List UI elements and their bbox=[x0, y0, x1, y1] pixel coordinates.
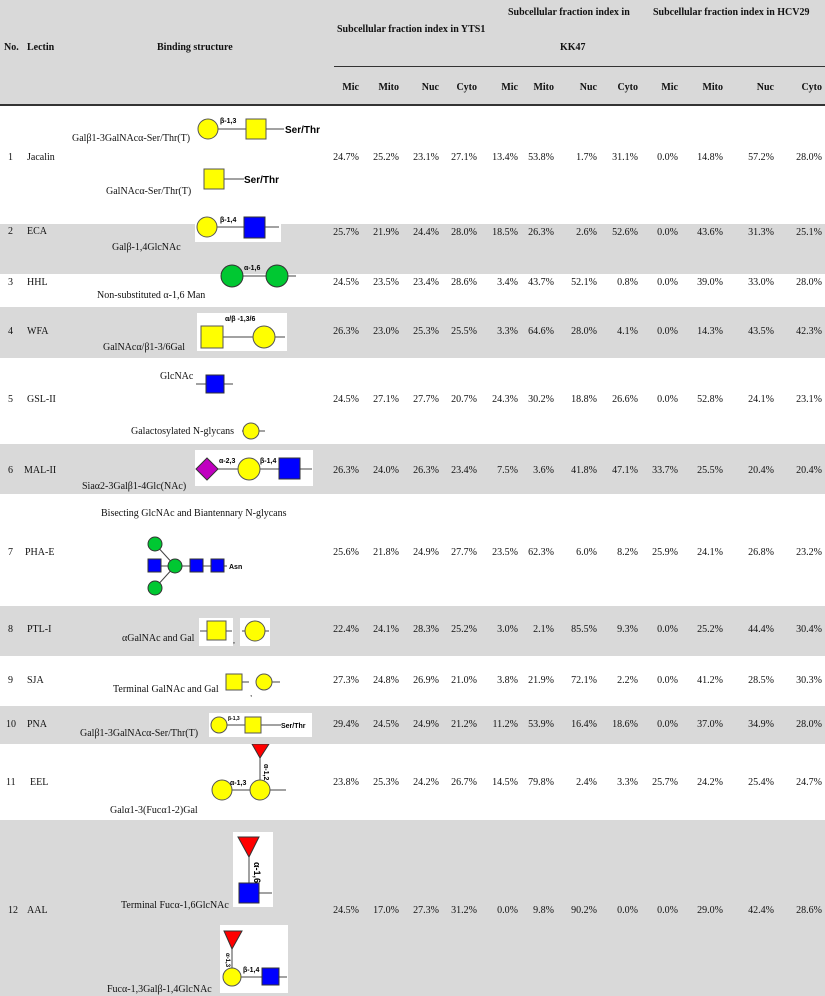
glycan-sia-a23-gal-b14-glcnac-icon bbox=[195, 450, 313, 486]
table-cell: 34.9% bbox=[748, 719, 774, 730]
table-cell: 24.3% bbox=[492, 394, 518, 405]
table-cell: 28.6% bbox=[451, 277, 477, 288]
svg-text:α-1,6: α-1,6 bbox=[244, 265, 261, 272]
svg-text:β-1,3: β-1,3 bbox=[228, 716, 240, 722]
row-1-lectin: Jacalin bbox=[27, 152, 55, 163]
row-4-lectin: WFA bbox=[27, 326, 49, 337]
table-cell: 24.9% bbox=[413, 719, 439, 730]
table-cell: 0.0% bbox=[657, 719, 678, 730]
table-cell: 21.9% bbox=[528, 675, 554, 686]
sub-column-header: Mic bbox=[661, 82, 678, 93]
row-1-no: 1 bbox=[8, 152, 13, 163]
table-cell: 21.8% bbox=[373, 547, 399, 558]
row-9-structure: Terminal GalNAc and Gal bbox=[113, 684, 219, 695]
table-cell: 18.5% bbox=[492, 227, 518, 238]
table-cell: 26.3% bbox=[333, 465, 359, 476]
table-cell: 25.2% bbox=[451, 624, 477, 635]
table-cell: 25.3% bbox=[413, 326, 439, 337]
table-cell: 27.7% bbox=[451, 547, 477, 558]
row-12-no: 12 bbox=[8, 905, 18, 916]
table-cell: 23.0% bbox=[373, 326, 399, 337]
row-bg-1 bbox=[0, 106, 825, 223]
sub-column-header: Nuc bbox=[421, 82, 439, 93]
col-header-lectin: Lectin bbox=[27, 42, 55, 53]
sub-column-header: Mito bbox=[533, 82, 554, 93]
svg-text:β-1,4: β-1,4 bbox=[243, 967, 260, 974]
table-cell: 28.0% bbox=[796, 719, 822, 730]
svg-text:Ser/Thr: Ser/Thr bbox=[244, 175, 280, 186]
table-cell: 14.8% bbox=[697, 152, 723, 163]
table-cell: 27.3% bbox=[333, 675, 359, 686]
sub-column-header: Mic bbox=[501, 82, 518, 93]
table-cell: 79.8% bbox=[528, 777, 554, 788]
table-cell: 0.0% bbox=[657, 277, 678, 288]
table-cell: 26.6% bbox=[612, 394, 638, 405]
row-11-structure: Galα1-3(Fucα1-2)Gal bbox=[110, 805, 198, 816]
row-7-structure: Bisecting GlcNAc and Biantennary N-glycans bbox=[101, 508, 287, 519]
table-cell: 52.1% bbox=[571, 277, 597, 288]
table-cell: 24.5% bbox=[333, 905, 359, 916]
glycan-glcnac-icon bbox=[195, 374, 235, 396]
table-cell: 24.7% bbox=[796, 777, 822, 788]
table-cell: 0.0% bbox=[657, 152, 678, 163]
table-cell: 9.3% bbox=[617, 624, 638, 635]
table-cell: 0.0% bbox=[657, 227, 678, 238]
svg-text:α-2,3: α-2,3 bbox=[219, 458, 236, 465]
table-cell: 27.3% bbox=[413, 905, 439, 916]
table-cell: 24.0% bbox=[373, 465, 399, 476]
row-6-no: 6 bbox=[8, 465, 13, 476]
sub-column-header: Mito bbox=[378, 82, 399, 93]
table-cell: 41.2% bbox=[697, 675, 723, 686]
table-cell: 44.4% bbox=[748, 624, 774, 635]
table-cell: 0.0% bbox=[497, 905, 518, 916]
row-8-structure: αGalNAc and Gal bbox=[122, 633, 195, 644]
table-cell: 25.4% bbox=[748, 777, 774, 788]
table-cell: 30.2% bbox=[528, 394, 554, 405]
table-cell: 26.3% bbox=[413, 465, 439, 476]
row-5-no: 5 bbox=[8, 394, 13, 405]
table-cell: 0.0% bbox=[657, 675, 678, 686]
row-5-structure-1: GlcNAc bbox=[160, 371, 194, 382]
table-cell: 24.2% bbox=[413, 777, 439, 788]
table-cell: 25.2% bbox=[697, 624, 723, 635]
table-cell: 21.9% bbox=[373, 227, 399, 238]
table-cell: 52.6% bbox=[612, 227, 638, 238]
row-10-lectin: PNA bbox=[27, 719, 48, 730]
svg-text:α/β -1,3/6: α/β -1,3/6 bbox=[225, 316, 256, 323]
sub-column-header: Cyto bbox=[617, 82, 638, 93]
table-cell: 33.0% bbox=[748, 277, 774, 288]
svg-text:α-1,6: α-1,6 bbox=[252, 862, 262, 884]
table-cell: 31.1% bbox=[612, 152, 638, 163]
table-cell: 23.5% bbox=[492, 547, 518, 558]
row-3-no: 3 bbox=[8, 277, 13, 288]
row-12-lectin: AAL bbox=[27, 905, 48, 916]
table-cell: 90.2% bbox=[571, 905, 597, 916]
table-cell: 31.2% bbox=[451, 905, 477, 916]
table-cell: 25.7% bbox=[333, 227, 359, 238]
table-cell: 25.5% bbox=[451, 326, 477, 337]
row-5-structure-2: Galactosylated N-glycans bbox=[131, 426, 235, 437]
row-8-lectin: PTL-I bbox=[27, 624, 52, 635]
table-cell: 27.1% bbox=[373, 394, 399, 405]
row-1-structure-1: Galβ1-3GalNAcα-Ser/Thr(T) bbox=[72, 133, 191, 144]
table-cell: 24.5% bbox=[373, 719, 399, 730]
table-cell: 8.2% bbox=[617, 547, 638, 558]
sub-column-header: Mito bbox=[702, 82, 723, 93]
row-1-structure-2: GalNAcα-Ser/Thr(T) bbox=[106, 186, 192, 197]
sub-column-header: Nuc bbox=[579, 82, 597, 93]
table-cell: 64.6% bbox=[528, 326, 554, 337]
table-cell: 3.6% bbox=[533, 465, 554, 476]
svg-text:α-1,3: α-1,3 bbox=[230, 780, 247, 787]
header-divider bbox=[334, 66, 825, 67]
col-header-binding: Binding structure bbox=[157, 42, 233, 53]
table-cell: 24.8% bbox=[373, 675, 399, 686]
row-12-structure-1: Terminal Fucα-1,6GlcNAc bbox=[121, 900, 229, 911]
table-cell: 28.0% bbox=[796, 152, 822, 163]
table-cell: 18.6% bbox=[612, 719, 638, 730]
table-cell: 31.3% bbox=[748, 227, 774, 238]
svg-text:Ser/Thr: Ser/Thr bbox=[281, 723, 306, 730]
table-cell: 21.0% bbox=[451, 675, 477, 686]
sub-column-header: Nuc bbox=[756, 82, 774, 93]
glycan-gal-icon bbox=[240, 618, 270, 646]
table-cell: 14.5% bbox=[492, 777, 518, 788]
svg-text:β-1,4: β-1,4 bbox=[220, 217, 237, 224]
svg-text:α-1,3: α-1,3 bbox=[224, 953, 230, 968]
row-8-no: 8 bbox=[8, 624, 13, 635]
table-cell: 24.9% bbox=[413, 547, 439, 558]
table-cell: 24.2% bbox=[697, 777, 723, 788]
table-cell: 26.7% bbox=[451, 777, 477, 788]
row-4-structure: GalNAcα/β1-3/6Gal bbox=[103, 342, 185, 353]
table-cell: 25.6% bbox=[333, 547, 359, 558]
group-header-kk47-line1: Subcellular fraction index in bbox=[508, 7, 630, 18]
table-cell: 0.8% bbox=[617, 277, 638, 288]
table-cell: 29.0% bbox=[697, 905, 723, 916]
glycan-bisecting-biantennary-n-glycan-icon bbox=[145, 534, 255, 598]
table-cell: 9.8% bbox=[533, 905, 554, 916]
table-cell: 22.4% bbox=[333, 624, 359, 635]
table-cell: 21.2% bbox=[451, 719, 477, 730]
table-cell: 43.7% bbox=[528, 277, 554, 288]
table-cell: 26.8% bbox=[748, 547, 774, 558]
table-cell: 24.5% bbox=[333, 277, 359, 288]
glycan-galnac-icon bbox=[199, 618, 233, 646]
row-2-no: 2 bbox=[8, 226, 13, 237]
table-cell: 6.0% bbox=[576, 547, 597, 558]
table-cell: 28.0% bbox=[451, 227, 477, 238]
sub-column-header: Cyto bbox=[801, 82, 822, 93]
glycan-galnac-ser-thr-icon bbox=[202, 166, 312, 194]
row-12-structure-2: Fucα-1,3Galβ-1,4GlcNAc bbox=[107, 984, 212, 995]
svg-text:Asn: Asn bbox=[229, 564, 243, 571]
table-cell: 29.4% bbox=[333, 719, 359, 730]
table-cell: 23.1% bbox=[796, 394, 822, 405]
table-cell: 30.4% bbox=[796, 624, 822, 635]
glycan-man-a16-man-icon bbox=[218, 261, 298, 291]
glycan-fuc-a16-glcnac-icon bbox=[233, 832, 273, 907]
row-3-lectin: HHL bbox=[27, 277, 48, 288]
table-cell: 3.3% bbox=[617, 777, 638, 788]
table-cell: 23.4% bbox=[451, 465, 477, 476]
table-cell: 26.3% bbox=[528, 227, 554, 238]
col-header-no: No. bbox=[4, 42, 19, 53]
table-cell: 0.0% bbox=[617, 905, 638, 916]
table-cell: 43.6% bbox=[697, 227, 723, 238]
table-cell: 24.1% bbox=[373, 624, 399, 635]
table-cell: 16.4% bbox=[571, 719, 597, 730]
table-cell: 25.7% bbox=[652, 777, 678, 788]
group-header-yts1: Subcellular fraction index in YTS1 bbox=[337, 24, 486, 35]
table-cell: 25.2% bbox=[373, 152, 399, 163]
table-cell: 37.0% bbox=[697, 719, 723, 730]
table-cell: 17.0% bbox=[373, 905, 399, 916]
table-cell: 62.3% bbox=[528, 547, 554, 558]
table-cell: 2.6% bbox=[576, 227, 597, 238]
table-cell: 25.3% bbox=[373, 777, 399, 788]
table-cell: 2.2% bbox=[617, 675, 638, 686]
row-2-structure: Galβ-1,4GlcNAc bbox=[112, 242, 181, 253]
row-11-lectin: EEL bbox=[30, 777, 49, 788]
svg-text:β-1,4: β-1,4 bbox=[260, 458, 277, 465]
table-cell: 20.4% bbox=[796, 465, 822, 476]
table-cell: 42.3% bbox=[796, 326, 822, 337]
row-5-lectin: GSL-II bbox=[27, 394, 56, 405]
table-cell: 57.2% bbox=[748, 152, 774, 163]
table-cell: 2.1% bbox=[533, 624, 554, 635]
glycan-pna-gal-b13-galnac-ser-thr-icon bbox=[209, 713, 312, 737]
glycan-gal-b13-galnac-ser-thr-icon bbox=[196, 113, 331, 145]
row-9-lectin: SJA bbox=[27, 675, 44, 686]
row-10-no: 10 bbox=[6, 719, 16, 730]
table-cell: 23.5% bbox=[373, 277, 399, 288]
svg-text:Ser/Thr: Ser/Thr bbox=[285, 125, 321, 136]
table-cell: 23.1% bbox=[413, 152, 439, 163]
svg-text:α-1,2: α-1,2 bbox=[262, 764, 269, 781]
row-6-lectin: MAL-II bbox=[24, 465, 57, 476]
table-cell: 25.5% bbox=[697, 465, 723, 476]
table-cell: 28.6% bbox=[796, 905, 822, 916]
table-cell: 23.8% bbox=[333, 777, 359, 788]
table-cell: 2.4% bbox=[576, 777, 597, 788]
table-cell: 28.0% bbox=[796, 277, 822, 288]
glycan-gal-b14-glcnac-icon bbox=[195, 212, 281, 242]
table-cell: 28.0% bbox=[571, 326, 597, 337]
glycan-gal-a13-fuc-a12-gal-icon bbox=[208, 744, 288, 802]
glycan-galnac-gal-pair-icon bbox=[225, 670, 285, 698]
table-cell: 24.1% bbox=[748, 394, 774, 405]
svg-text:β-1,3: β-1,3 bbox=[220, 118, 237, 125]
table-cell: 0.0% bbox=[657, 394, 678, 405]
table-cell: 85.5% bbox=[571, 624, 597, 635]
table-cell: 24.4% bbox=[413, 227, 439, 238]
row-6-structure: Siaα2-3Galβ1-4Glc(NAc) bbox=[82, 481, 187, 492]
table-cell: 24.7% bbox=[333, 152, 359, 163]
group-header-kk47-line2: KK47 bbox=[560, 42, 586, 53]
table-cell: 27.1% bbox=[451, 152, 477, 163]
table-cell: 25.9% bbox=[652, 547, 678, 558]
table-cell: 24.5% bbox=[333, 394, 359, 405]
table-cell: 43.5% bbox=[748, 326, 774, 337]
row-10-structure: Galβ1-3GalNAcα-Ser/Thr(T) bbox=[80, 728, 199, 739]
table-cell: 23.4% bbox=[413, 277, 439, 288]
sub-column-header: Mic bbox=[342, 82, 359, 93]
sub-column-header: Cyto bbox=[456, 82, 477, 93]
table-cell: 4.1% bbox=[617, 326, 638, 337]
glycan-galactose-icon bbox=[238, 420, 266, 442]
table-cell: 18.8% bbox=[571, 394, 597, 405]
table-cell: 11.2% bbox=[492, 719, 518, 730]
table-cell: 30.3% bbox=[796, 675, 822, 686]
table-cell: 3.3% bbox=[497, 326, 518, 337]
glycan-separator: , bbox=[233, 636, 235, 645]
glycan-fuc-a13-gal-b14-glcnac-icon bbox=[220, 925, 288, 993]
table-cell: 3.0% bbox=[497, 624, 518, 635]
table-cell: 24.1% bbox=[697, 547, 723, 558]
table-cell: 52.8% bbox=[697, 394, 723, 405]
table-cell: 28.5% bbox=[748, 675, 774, 686]
table-cell: 14.3% bbox=[697, 326, 723, 337]
row-7-no: 7 bbox=[8, 547, 13, 558]
table-cell: 3.8% bbox=[497, 675, 518, 686]
table-cell: 53.9% bbox=[528, 719, 554, 730]
row-9-no: 9 bbox=[8, 675, 13, 686]
svg-text:,: , bbox=[250, 689, 253, 698]
row-7-lectin: PHA-E bbox=[25, 547, 55, 558]
table-cell: 3.4% bbox=[497, 277, 518, 288]
table-cell: 39.0% bbox=[697, 277, 723, 288]
glycan-galnac-ab136-gal-icon bbox=[197, 313, 287, 351]
table-cell: 41.8% bbox=[571, 465, 597, 476]
row-11-no: 11 bbox=[6, 777, 16, 788]
table-cell: 28.3% bbox=[413, 624, 439, 635]
table-cell: 26.3% bbox=[333, 326, 359, 337]
table-cell: 25.1% bbox=[796, 227, 822, 238]
table-cell: 23.2% bbox=[796, 547, 822, 558]
table-cell: 20.4% bbox=[748, 465, 774, 476]
table-cell: 33.7% bbox=[652, 465, 678, 476]
table-cell: 72.1% bbox=[571, 675, 597, 686]
row-4-no: 4 bbox=[8, 326, 13, 337]
table-cell: 47.1% bbox=[612, 465, 638, 476]
table-cell: 26.9% bbox=[413, 675, 439, 686]
group-header-hcv29: Subcellular fraction index in HCV29 bbox=[653, 7, 810, 18]
table-cell: 27.7% bbox=[413, 394, 439, 405]
table-cell: 42.4% bbox=[748, 905, 774, 916]
table-cell: 20.7% bbox=[451, 394, 477, 405]
row-2-lectin: ECA bbox=[27, 226, 47, 237]
table-cell: 7.5% bbox=[497, 465, 518, 476]
table-cell: 0.0% bbox=[657, 624, 678, 635]
row-3-structure: Non-substituted α-1,6 Man bbox=[97, 290, 206, 301]
table-cell: 1.7% bbox=[576, 152, 597, 163]
table-cell: 13.4% bbox=[492, 152, 518, 163]
table-cell: 0.0% bbox=[657, 326, 678, 337]
table-cell: 0.0% bbox=[657, 905, 678, 916]
table-cell: 53.8% bbox=[528, 152, 554, 163]
